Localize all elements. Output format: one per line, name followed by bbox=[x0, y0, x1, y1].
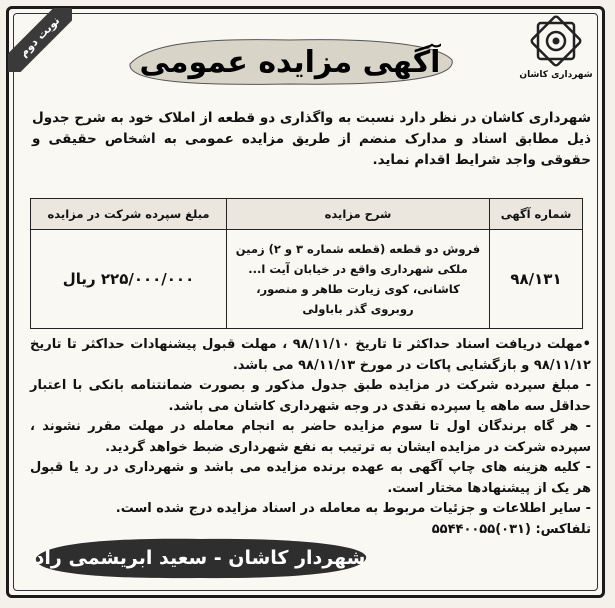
logo-emblem-icon bbox=[525, 10, 587, 72]
logo-caption: شهرداری کاشان bbox=[519, 70, 593, 80]
intro-paragraph: شهرداری کاشان در نظر دارد نسبت به واگذاری دو قطعه از املاک خود به شرح جدول ذیل مطابق اسناد و مدارک منضم از طریق مزایده عمومی به اشخاص حقیقی و حقوقی واجد شرایط اقدام نماید. bbox=[32, 110, 591, 168]
row-number: ۹۸/۱۳۱ bbox=[490, 230, 583, 329]
municipality-logo bbox=[517, 10, 595, 100]
title-banner bbox=[120, 34, 460, 90]
conditions-list bbox=[30, 335, 591, 540]
round-badge-label: نوبت دوم bbox=[8, 8, 72, 72]
condition-item: - کلیه هزینه های چاپ آگهی به عهده برنده مزایده می باشد و شهرداری در رد یا قبول هر یک از پیشنهادها مختار است. bbox=[30, 460, 591, 496]
condition-item: •مهلت دریافت اسناد حداکثر تا تاریخ ۹۸/۱۱/۱۰ ، مهلت قبول پیشنهادات حداکثر تا تاریخ ۹۸/۱۱/۱۲ و بازگشایی پاکات در مورخ ۹۸/۱۱/۱۳ می باشد. bbox=[30, 337, 591, 373]
row-deposit: ۲۲۵/۰۰۰/۰۰۰ ریال bbox=[31, 230, 227, 329]
row-description: فروش دو قطعه (قطعه شماره ۳ و ۲) زمین ملکی شهرداری واقع در خیابان آیت ا... کاشانی، کوی زیارت طاهر و منصور، روبروی گذر باباولی bbox=[227, 230, 490, 329]
header-description: شرح مزایده bbox=[227, 199, 490, 230]
phone-label: تلفاکس: bbox=[535, 521, 591, 537]
header-number: شماره آگهی bbox=[490, 199, 583, 230]
page-title: آگهی مزایده عمومی bbox=[139, 44, 441, 80]
header-deposit: مبلغ سپرده شرکت در مزایده bbox=[31, 199, 227, 230]
phone-number: (۰۳۱)۵۵۴۴۰۰۵۵ bbox=[431, 521, 531, 537]
signature-banner bbox=[28, 534, 372, 582]
table-header-row bbox=[31, 199, 583, 230]
signature: شهردار کاشان - سعید ابریشمی راد bbox=[34, 547, 366, 569]
condition-item: - مبلغ سپرده شرکت در مزایده طبق جدول مذکور و بصورت ضمانتنامه بانکی با اعتبار حداقل سه ماهه یا سپرده نقدی در وجه شهرداری کاشان می باشد. bbox=[30, 378, 591, 414]
table-row bbox=[31, 230, 583, 329]
round-badge bbox=[8, 8, 72, 72]
condition-item: - سایر اطلاعات و جزئیات مربوط به معامله در اسناد مزایده درج شده است. bbox=[115, 501, 591, 516]
auction-table bbox=[30, 198, 583, 329]
condition-item: - هر گاه برندگان اول تا سوم مزایده حاضر به انجام معامله در مهلت مقرر نشوند ، سپرده شرکت در مزایده ایشان به ترتیب به نفع شهرداری ضبط خواهد گردید. bbox=[30, 419, 591, 455]
